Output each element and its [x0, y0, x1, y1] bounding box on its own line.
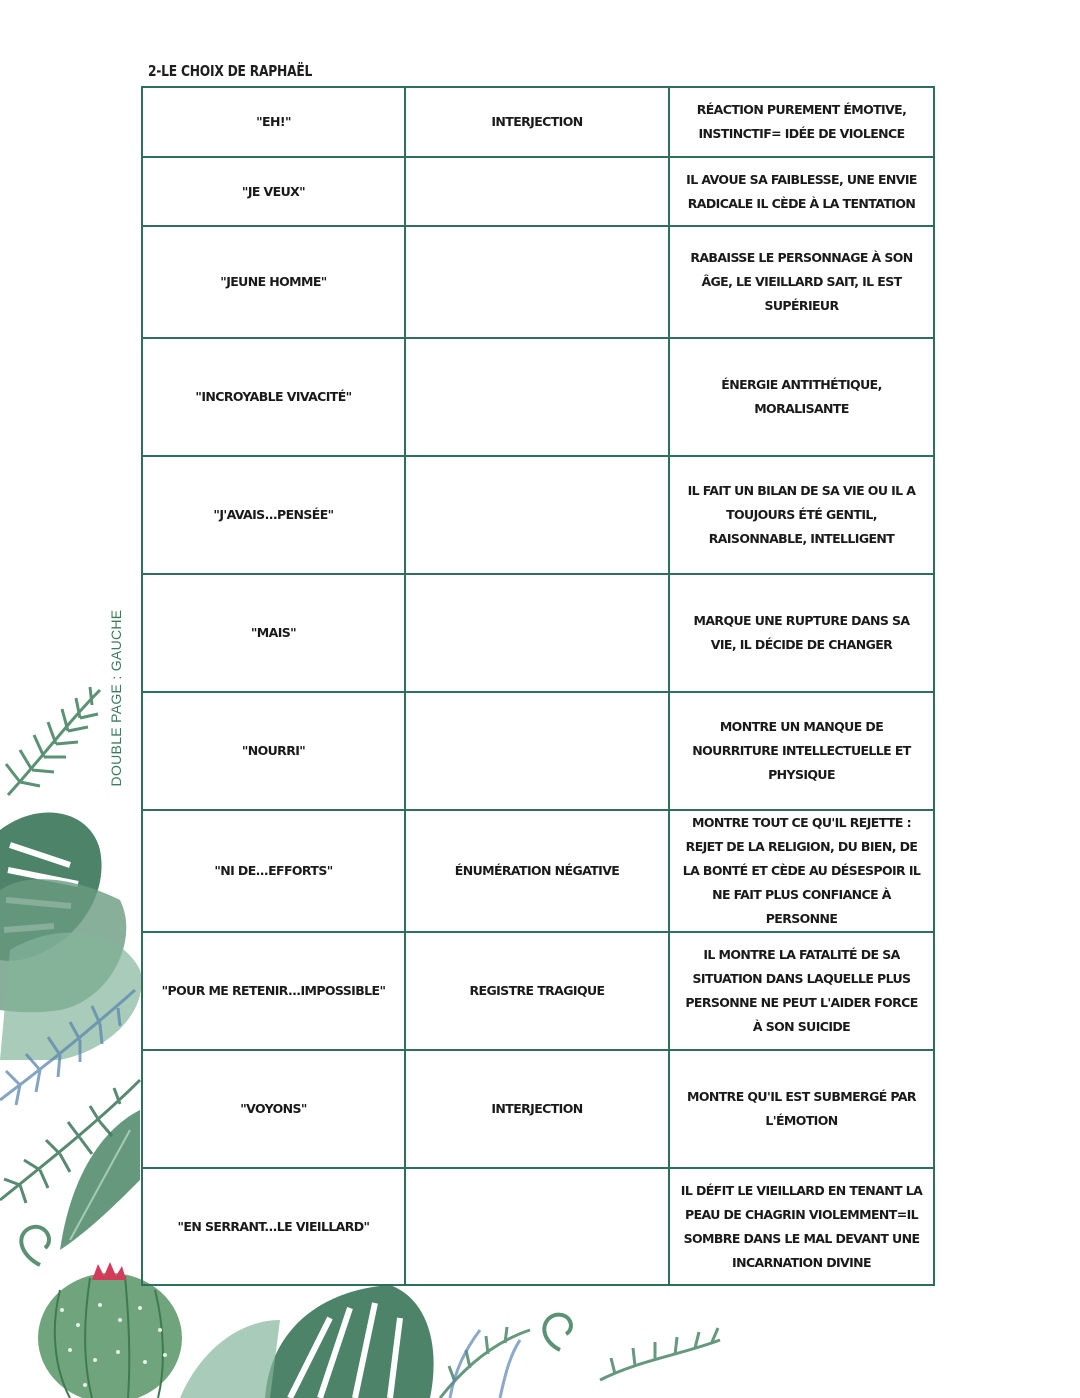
analysis-cell: IL DÉFIT LE VIEILLARD EN TENANT LA PEAU DE CHAGRIN VIOLEMMENT=IL SOMBRE DANS LE MAL DEVANT UNE INCARNATION DIVINE	[669, 1168, 934, 1285]
quote-cell: "NI DE...EFFORTS"	[142, 810, 405, 932]
analysis-cell: IL AVOUE SA FAIBLESSE, UNE ENVIE RADICALE IL CÈDE À LA TENTATION	[669, 157, 934, 226]
quote-cell: "INCROYABLE VIVACITÉ"	[142, 338, 405, 456]
table-row	[142, 810, 934, 932]
bottom-monstera-icon	[180, 1285, 434, 1398]
figure-cell: INTERJECTION	[405, 1050, 669, 1168]
side-label: DOUBLE PAGE : GAUCHE	[108, 609, 124, 787]
analysis-cell: MONTRE UN MANQUE DE NOURRITURE INTELLECTUELLE ET PHYSIQUE	[669, 692, 934, 810]
table-row	[142, 1050, 934, 1168]
analysis-table	[141, 86, 935, 1286]
analysis-cell: ÉNERGIE ANTITHÉTIQUE, MORALISANTE	[669, 338, 934, 456]
table-row	[142, 574, 934, 692]
figure-cell	[405, 1168, 669, 1285]
palm-frond-icon	[0, 1080, 140, 1203]
figure-cell	[405, 226, 669, 338]
table-row	[142, 157, 934, 226]
page-title: 2-LE CHOIX DE RAPHAËL	[148, 62, 313, 80]
table-row	[142, 692, 934, 810]
analysis-cell: MONTRE QU'IL EST SUBMERGÉ PAR L'ÉMOTION	[669, 1050, 934, 1168]
blue-leaf-icon	[450, 1330, 520, 1398]
table-row	[142, 1168, 934, 1285]
quote-cell: "VOYONS"	[142, 1050, 405, 1168]
banana-leaf-icon	[60, 1110, 140, 1250]
quote-cell: "POUR ME RETENIR...IMPOSSIBLE"	[142, 932, 405, 1050]
table-row	[142, 87, 934, 157]
analysis-cell: RÉACTION PUREMENT ÉMOTIVE, INSTINCTIF= IDÉE DE VIOLENCE	[669, 87, 934, 157]
figure-cell	[405, 338, 669, 456]
quote-cell: "MAIS"	[142, 574, 405, 692]
bottom-fern-icon	[440, 1327, 720, 1398]
table-row	[142, 932, 934, 1050]
monstera-leaf-icon	[0, 813, 142, 1060]
analysis-cell: RABAISSE LE PERSONNAGE À SON ÂGE, LE VIEILLARD SAIT, IL EST SUPÉRIEUR	[669, 226, 934, 338]
quote-cell: "JEUNE HOMME"	[142, 226, 405, 338]
quote-cell: "NOURRI"	[142, 692, 405, 810]
blue-fern-icon	[0, 990, 135, 1105]
analysis-cell: IL FAIT UN BILAN DE SA VIE OU IL A TOUJOURS ÉTÉ GENTIL, RAISONNABLE, INTELLIGENT	[669, 456, 934, 574]
figure-cell: REGISTRE TRAGIQUE	[405, 932, 669, 1050]
table-body	[142, 87, 934, 1285]
quote-cell: "JE VEUX"	[142, 157, 405, 226]
cactus-flower-icon	[92, 1262, 126, 1280]
figure-cell	[405, 692, 669, 810]
cactus-icon	[38, 1273, 182, 1398]
analysis-cell: MARQUE UNE RUPTURE DANS SA VIE, IL DÉCIDE DE CHANGER	[669, 574, 934, 692]
figure-cell	[405, 574, 669, 692]
analysis-cell: MONTRE TOUT CE QU'IL REJETTE : REJET DE LA RELIGION, DU BIEN, DE LA BONTÉ ET CÈDE AU DÉSESPOIR IL NE FAIT PLUS CONFIANCE À PERSONNE	[669, 810, 934, 932]
analysis-cell: IL MONTRE LA FATALITÉ DE SA SITUATION DANS LAQUELLE PLUS PERSONNE NE PEUT L'AIDER FORCE À SON SUICIDE	[669, 932, 934, 1050]
table-row	[142, 226, 934, 338]
quote-cell: "J'AVAIS...PENSÉE"	[142, 456, 405, 574]
table-row	[142, 456, 934, 574]
figure-cell: INTERJECTION	[405, 87, 669, 157]
figure-cell	[405, 157, 669, 226]
figure-cell: ÉNUMÉRATION NÉGATIVE	[405, 810, 669, 932]
quote-cell: "EN SERRANT...LE VIEILLARD"	[142, 1168, 405, 1285]
table-row	[142, 338, 934, 456]
fern-leaf-icon	[6, 687, 100, 795]
figure-cell	[405, 456, 669, 574]
quote-cell: "EH!"	[142, 87, 405, 157]
